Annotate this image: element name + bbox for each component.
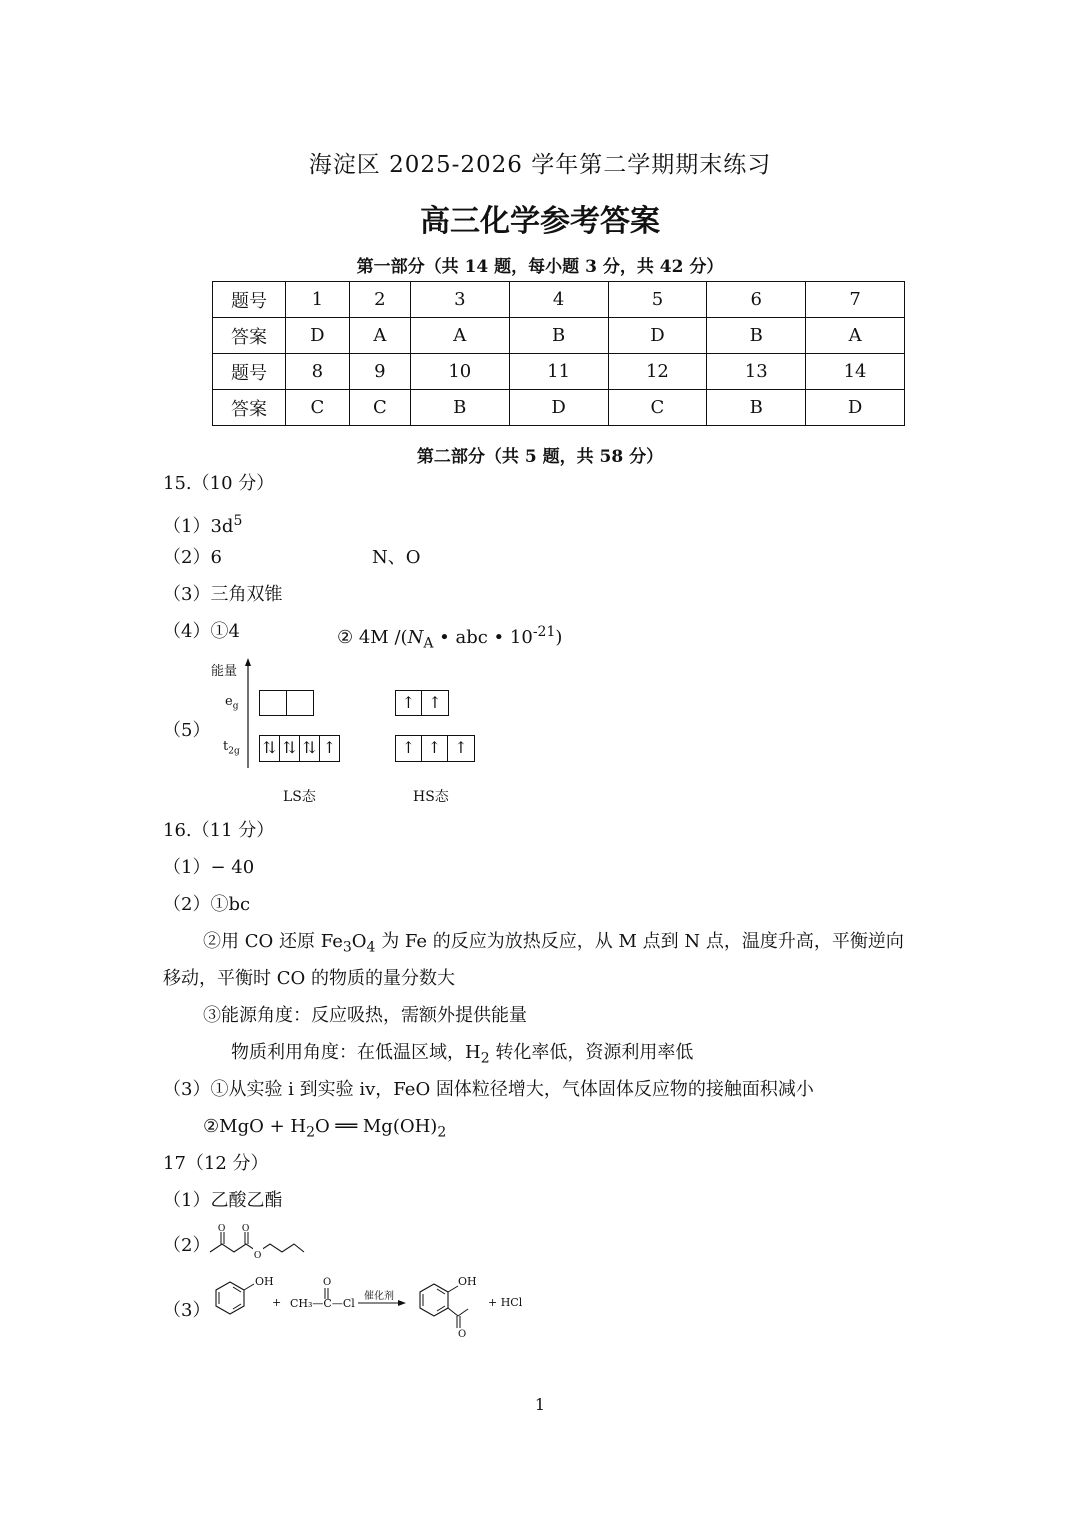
product-carbonyl-o: O [458,1329,467,1340]
table-cell: 3 [410,282,509,318]
table-cell: D [608,318,707,354]
table-cell: B [707,390,806,426]
reaction-arrow [358,1298,408,1308]
table-cell: 4 [509,282,608,318]
q15-a4-A: A [423,635,434,652]
q16-a32-sub2: 2 [437,1124,447,1141]
q16-a32-p2: O ══ Mg(OH) [315,1116,438,1137]
eg-label [225,694,238,712]
table-cell: A [806,318,905,354]
q15-answer-4-right [337,622,562,654]
q16-a22-p3: 为 Fe 的反应为放热反应，从 M 点到 N 点，温度升高，平衡逆向 [375,931,904,952]
q17-answer-3-label: （3） [163,1300,211,1321]
q15-answer-5-label: （5） [163,720,211,741]
ethyl-acetoacetate-structure [206,1222,306,1264]
q16-answer-2-2 [203,932,904,958]
table-cell: D [509,390,608,426]
answer-table [212,281,905,426]
catalyst-label: 催化剂 [364,1291,394,1302]
table-cell: D [806,390,905,426]
q17-answer-2-label: （2） [163,1235,211,1256]
q16-a32-p1: ②MgO + H [203,1116,307,1137]
page-number: 1 [534,1395,546,1414]
hs-eg-orbitals [395,690,449,716]
part2-heading: 第二部分（共 5 题，共 58 分） [416,447,664,467]
t2g-sub: 2g [228,746,240,757]
q16-a22-sub1: 3 [342,939,352,956]
orbital-box: ↑ [396,736,422,761]
q15-title: 15.（10 分） [163,473,275,494]
row-label: 答案 [213,390,286,426]
q16-a22-sub2: 4 [366,939,376,956]
table-cell: D [286,318,350,354]
hs-t2g-orbitals [395,735,475,762]
q16-a22-p2: O [351,931,367,952]
orbital-box: ⇅ [260,736,280,761]
q16-answer-3-2 [203,1117,446,1143]
main-title: 高三化学参考答案 [420,204,660,239]
q17-title: 17（12 分） [163,1153,269,1174]
part1-heading: 第一部分（共 14 题，每小题 3 分，共 42 分） [356,257,724,277]
table-cell: A [349,318,410,354]
q15-a1-sup: 5 [233,513,243,529]
q16-answer-2-1: （2）①bc [163,894,251,915]
table-row [213,282,905,318]
t2g-label [223,739,240,757]
q16-answer-1: （1）− 40 [163,857,255,878]
energy-label: 能量 [211,664,238,679]
orbital-box: ⇅ [280,736,300,761]
eg-sub: g [232,701,239,712]
orbital-box: ↑ [454,738,468,757]
table-cell: 13 [707,354,806,390]
orbital-box: ↑ [322,738,337,757]
q16-a32-sub1: 2 [306,1124,315,1141]
table-cell: B [410,390,509,426]
table-cell: B [509,318,608,354]
q15-answer-3: （3）三角双锥 [163,584,283,605]
table-cell: 2 [349,282,410,318]
orbital-box [260,691,287,715]
plus-1: + [272,1296,282,1309]
q15-answer-1 [163,511,242,537]
q16-a23-sub: 2 [480,1050,490,1067]
table-cell: 14 [806,354,905,390]
table-row [213,318,905,354]
hs-state-label: HS态 [413,789,449,805]
q15-a4-end: ) [555,627,563,648]
ls-eg-orbitals [259,690,314,716]
table-cell: C [349,390,410,426]
q15-answer-4-left: （4）①4 [163,621,240,642]
eg-main: e [225,694,233,709]
orbital-box: ↑ [396,691,422,715]
q16-a22-p1: ②用 CO 还原 Fe [203,931,343,952]
table-cell: 8 [286,354,350,390]
orbital-box [286,691,313,715]
hcl: + HCl [488,1296,523,1309]
table-cell: B [707,318,806,354]
table-cell: 12 [608,354,707,390]
phenol-oh: OH [255,1275,274,1288]
q16-a23-p1: 物质利用角度：在低温区域，H [231,1042,481,1063]
row-label: 题号 [213,354,286,390]
ls-t2g-orbitals [259,735,340,762]
table-cell: C [286,390,350,426]
svg-text:O: O [218,1223,226,1234]
carbonyl-o: O [323,1277,332,1288]
acetyl-chloride: CH₃—C—Cl [290,1297,355,1310]
energy-axis [240,658,256,770]
table-row [213,354,905,390]
q15-a4-mid: • abc • 10 [433,627,533,648]
table-cell: C [608,390,707,426]
table-cell: 9 [349,354,410,390]
q15-a4-pre: ② 4M /( [337,627,408,648]
row-label: 答案 [213,318,286,354]
orbital-box: ⇅ [300,736,320,761]
table-cell: 11 [509,354,608,390]
q16-answer-3-1: （3）①从实验 i 到实验 iv，FeO 固体粒径增大，气体固体反应物的接触面积减小 [163,1079,814,1100]
q15-a4-sup: -21 [532,624,556,640]
svg-text:O: O [254,1250,262,1261]
table-cell: 10 [410,354,509,390]
table-cell: 6 [707,282,806,318]
product-oh: OH [458,1275,477,1288]
q16-answer-2-2-line2: 移动，平衡时 CO 的物质的量分数大 [163,968,455,989]
q16-answer-2-3-line2 [231,1043,693,1069]
table-row [213,390,905,426]
table-cell: 5 [608,282,707,318]
q15-a4-N: N [407,627,424,648]
q16-answer-2-3: ③能源角度：反应吸热，需额外提供能量 [203,1005,527,1026]
ls-state-label: LS态 [283,789,316,805]
row-label: 题号 [213,282,286,318]
table-cell: 1 [286,282,350,318]
q17-answer-1: （1）乙酸乙酯 [163,1190,283,1211]
q15-answer-2-right: N、O [372,547,421,568]
table-cell: 7 [806,282,905,318]
orbital-box: ↑ [422,736,448,761]
orbital-box: ↑ [428,693,442,712]
q15-a1-text: （1）3d [163,516,234,537]
svg-text:O: O [242,1223,250,1234]
exam-title: 海淀区 2025-2026 学年第二学期期末练习 [308,152,772,178]
table-cell: A [410,318,509,354]
t2g-main: t [223,739,229,754]
q15-answer-2: （2）6 [163,547,222,568]
q16-title: 16.（11 分） [163,820,275,841]
q16-a23-p2: 转化率低，资源利用率低 [489,1042,694,1063]
